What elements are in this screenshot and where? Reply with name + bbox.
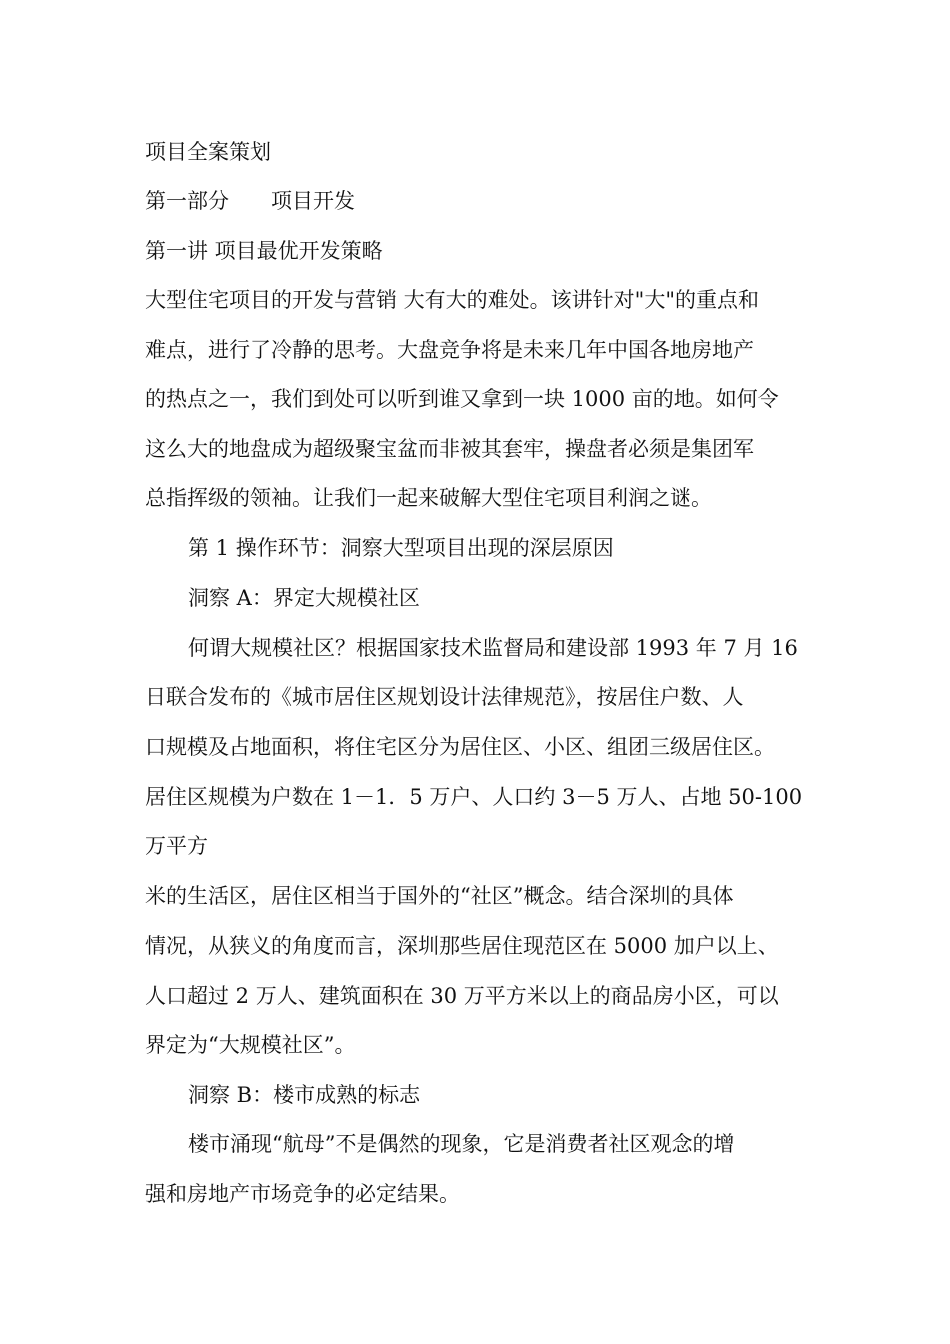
intro-line: 的热点之一，我们到处可以听到谁又拿到一块 1000 亩的地。如何令 — [145, 387, 779, 411]
intro-line: 大型住宅项目的开发与营销 大有大的难处。该讲针对"大"的重点和 — [145, 288, 759, 312]
insight-a-line: 人口超过 2 万人、建筑面积在 30 万平方米以上的商品房小区，可以 — [145, 984, 779, 1008]
lecture-heading: 第一讲 项目最优开发策略 — [145, 239, 383, 263]
insight-a-line: 口规模及占地面积，将住宅区分为居住区、小区、组团三级居住区。 — [145, 735, 775, 759]
document-title: 项目全案策划 — [145, 140, 271, 164]
insight-a-line: 万平方 — [145, 834, 208, 858]
step-heading: 第 1 操作环节：洞察大型项目出现的深层原因 — [188, 536, 614, 560]
insight-a-line: 日联合发布的《城市居住区规划设计法律规范》，按居住户数、人 — [145, 685, 744, 709]
part-heading: 第一部分 项目开发 — [145, 189, 355, 213]
intro-line: 这么大的地盘成为超级聚宝盆而非被其套牢，操盘者必须是集团军 — [145, 437, 754, 461]
insight-a-line: 界定为“大规模社区”。 — [145, 1033, 356, 1057]
insight-b-heading: 洞察 B：楼市成熟的标志 — [188, 1083, 421, 1107]
insight-a-line: 居住区规模为户数在 1－1．5 万户、人口约 3－5 万人、占地 50-100 — [145, 785, 803, 809]
insight-a-line: 情况，从狭义的角度而言，深圳那些居住现范区在 5000 加户以上、 — [145, 934, 779, 958]
insight-a-line: 米的生活区，居住区相当于国外的“社区”概念。结合深圳的具体 — [145, 884, 734, 908]
insight-b-line: 楼市涌现“航母”不是偶然的现象，它是消费者社区观念的增 — [188, 1132, 735, 1156]
insight-b-line: 强和房地产市场竞争的必定结果。 — [145, 1182, 460, 1206]
intro-line: 难点，进行了冷静的思考。大盘竞争将是未来几年中国各地房地产 — [145, 338, 754, 362]
insight-a-heading: 洞察 A：界定大规模社区 — [188, 586, 420, 610]
insight-a-line: 何谓大规模社区？根据国家技术监督局和建设部 1993 年 7 月 16 — [188, 636, 798, 660]
intro-line: 总指挥级的领袖。让我们一起来破解大型住宅项目利润之谜。 — [145, 486, 712, 510]
